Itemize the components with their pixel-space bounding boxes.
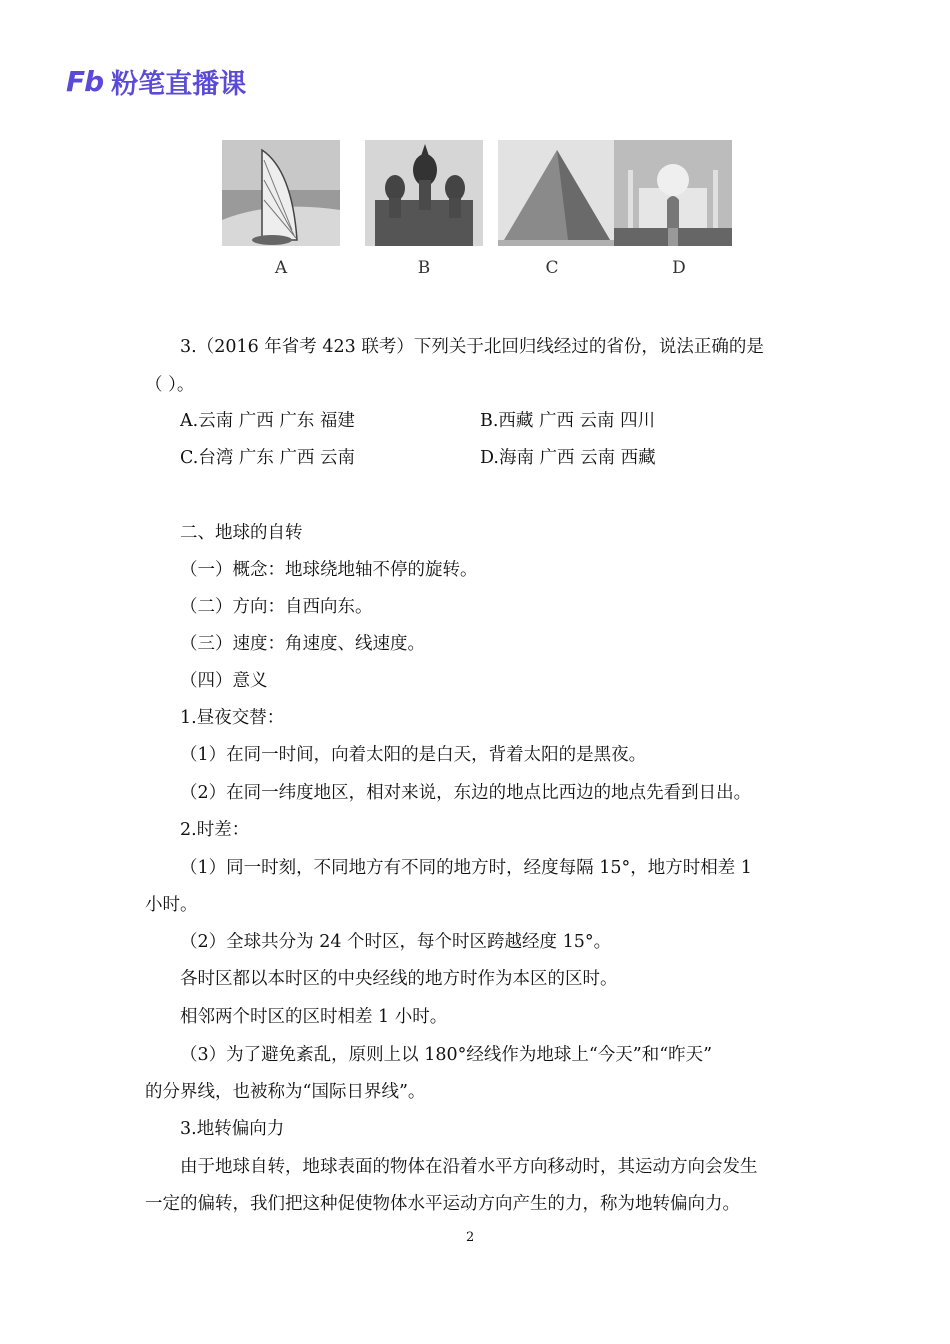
para-time-diff-1a: （1）同一时刻，不同地方有不同的地方时，经度每隔 15°，地方时相差 1 [180,858,752,878]
option-d: D.海南 广西 云南 西藏 [480,448,656,468]
para-adjacent-zone: 相邻两个时区的区时相差 1 小时。 [180,1007,448,1027]
para-time-difference: 2.时差： [180,820,250,840]
para-day-night-2: （2）在同一纬度地区，相对来说，东边的地点比西边的地点先看到日出。 [180,783,752,803]
burj-al-arab-image [222,140,340,246]
para-time-diff-2: （2）全球共分为 24 个时区，每个时区跨越经度 15°。 [180,932,612,952]
question-stem-line2: （ ）。 [145,375,195,395]
landmark-figure [212,126,736,282]
question-stem-line1: 3.（2016 年省考 423 联考）下列关于北回归线经过的省份，说法正确的是 [180,337,764,357]
para-speed: （三）速度：角速度、线速度。 [180,634,425,654]
section-title: 二、地球的自转 [180,523,303,543]
para-date-line-a: （3）为了避免紊乱，原则上以 180°经线作为地球上“今天”和“昨天” [180,1045,713,1065]
para-direction: （二）方向：自西向东。 [180,597,373,617]
label-c: C [545,258,559,278]
para-date-line-b: 的分界线，也被称为“国际日界线”。 [145,1082,426,1102]
label-d: D [672,258,686,278]
option-a: A.云南 广西 广东 福建 [180,411,355,431]
para-coriolis-title: 3.地转偏向力 [180,1119,285,1139]
option-b: B.西藏 广西 云南 四川 [480,411,656,431]
para-meaning: （四）意义 [180,671,268,691]
pyramid-image [498,140,616,246]
para-day-night: 1.昼夜交替： [180,708,285,728]
fb-logo-icon: Fb [66,65,104,98]
option-c: C.台湾 广东 广西 云南 [180,448,356,468]
label-a: A [274,258,288,278]
label-b: B [417,258,431,278]
para-zone-time: 各时区都以本时区的中央经线的地方时作为本区的区时。 [180,969,618,989]
taj-mahal-image [614,140,732,246]
para-concept: （一）概念：地球绕地轴不停的旋转。 [180,560,478,580]
para-coriolis-a: 由于地球自转，地球表面的物体在沿着水平方向移动时，其运动方向会发生 [180,1157,758,1177]
st-basil-cathedral-image [365,140,483,246]
para-day-night-1: （1）在同一时间，向着太阳的是白天，背着太阳的是黑夜。 [180,745,647,765]
page-number: 2 [466,1230,475,1245]
brand-logo [66,62,246,101]
para-coriolis-b: 一定的偏转，我们把这种促使物体水平运动方向产生的力，称为地转偏向力。 [145,1194,740,1214]
para-time-diff-1b: 小时。 [145,895,198,915]
brand-name: 粉笔直播课 [111,69,247,100]
